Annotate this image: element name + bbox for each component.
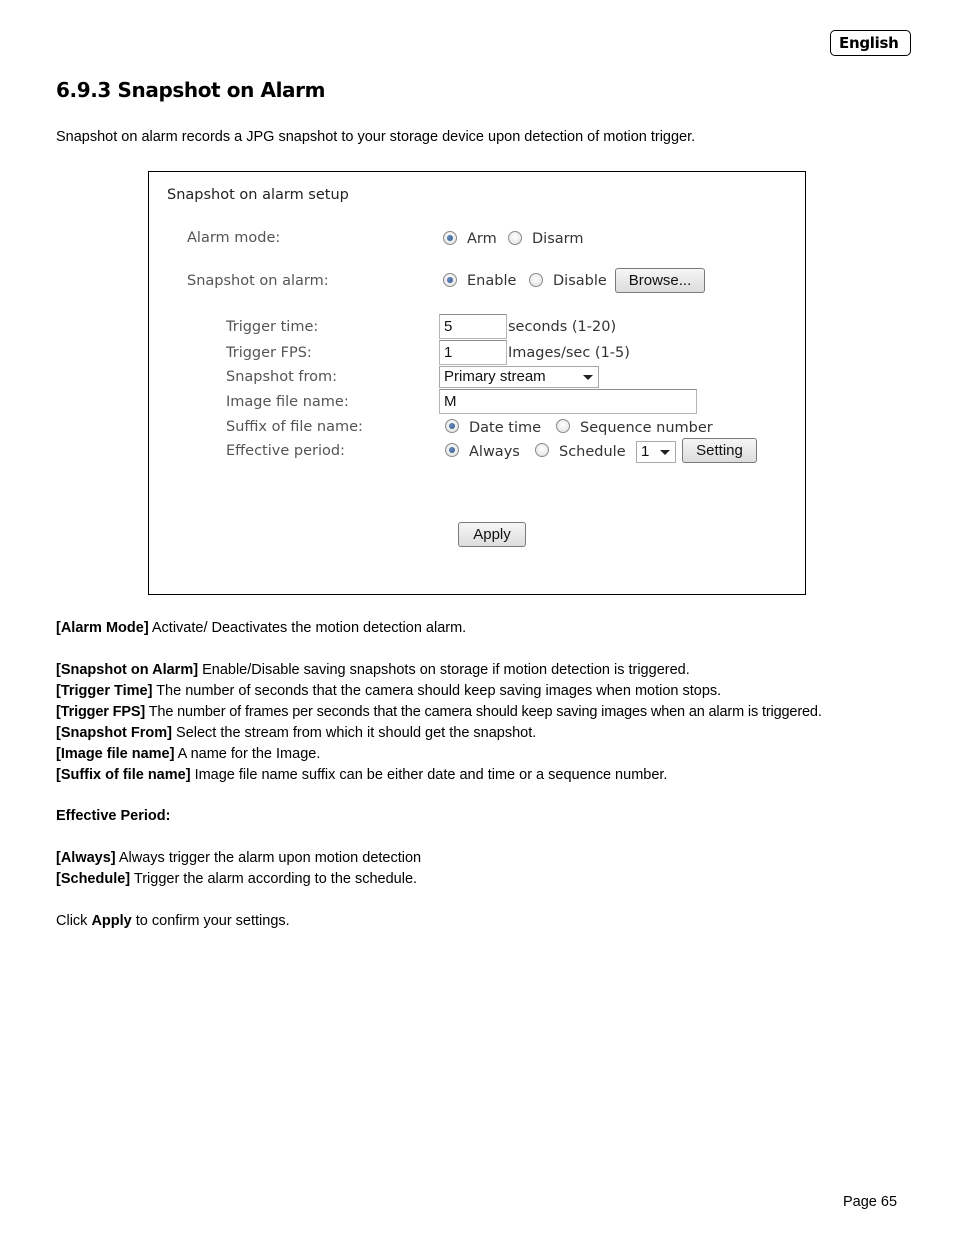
desc-term: [Image file name] [56, 746, 175, 762]
desc-click-apply [56, 913, 290, 929]
desc-text: Trigger the alarm according to the schedule. [130, 871, 418, 887]
snapshot-on-alarm-label: Snapshot on alarm: [187, 273, 329, 289]
apply-button[interactable]: Apply [458, 522, 526, 547]
alarm-mode-label: Alarm mode: [187, 230, 281, 246]
desc-text: Activate/ Deactivates the motion detection alarm. [148, 620, 467, 636]
desc-text: Enable/Disable saving snapshots on storage if motion detection is triggered. [198, 662, 690, 678]
always-radio[interactable] [445, 443, 459, 457]
trigger-fps-input[interactable]: 1 [439, 340, 507, 365]
desc-text: Click [56, 913, 92, 929]
image-file-name-label: Image file name: [226, 394, 349, 410]
snapshot-from-select[interactable] [439, 366, 599, 388]
panel-title: Snapshot on alarm setup [167, 187, 349, 203]
always-label: Always [469, 444, 520, 460]
snapshot-from-value: Primary stream [444, 368, 546, 385]
desc-term: [Trigger Time] [56, 683, 153, 699]
desc-snapshot-on-alarm [56, 662, 690, 678]
snapshot-from-label: Snapshot from: [226, 369, 338, 385]
date-time-label: Date time [469, 420, 542, 436]
desc-text: The number of seconds that the camera should keep saving images when motion stops. [152, 683, 722, 699]
desc-snapshot-from [56, 725, 536, 741]
setting-button[interactable]: Setting [682, 438, 757, 463]
trigger-time-input[interactable]: 5 [439, 314, 507, 339]
disable-label: Disable [553, 273, 607, 289]
schedule-select[interactable] [636, 441, 676, 463]
trigger-time-unit: seconds (1-20) [508, 319, 617, 335]
desc-trigger-time [56, 683, 721, 699]
trigger-time-label: Trigger time: [226, 319, 319, 335]
desc-text: Select the stream from which it should get the snapshot. [172, 725, 537, 741]
desc-text: The number of frames per seconds that the camera should keep saving images when an alarm is triggered. [145, 704, 822, 720]
schedule-value: 1 [641, 443, 650, 460]
arm-label: Arm [467, 231, 497, 247]
arm-radio[interactable] [443, 231, 457, 245]
disable-radio[interactable] [529, 273, 543, 287]
schedule-radio[interactable] [535, 443, 549, 457]
desc-text: Image file name suffix can be either date and time or a sequence number. [190, 767, 668, 783]
desc-term: [Trigger FPS] [56, 704, 146, 720]
desc-text: to confirm your settings. [131, 913, 290, 929]
sequence-number-label: Sequence number [580, 420, 713, 436]
section-heading: 6.9.3 Snapshot on Alarm [56, 78, 326, 102]
desc-suffix [56, 767, 667, 783]
page-number: Page 65 [843, 1194, 898, 1210]
language-badge: English [830, 30, 911, 56]
desc-image-file-name [56, 746, 320, 762]
browse-button[interactable]: Browse... [615, 268, 705, 293]
enable-label: Enable [467, 273, 517, 289]
effective-period-heading: Effective Period: [56, 808, 171, 824]
desc-term: [Alarm Mode] [56, 620, 149, 636]
image-file-name-input[interactable]: M [439, 389, 697, 414]
desc-term: [Suffix of file name] [56, 767, 191, 783]
chevron-down-icon [660, 450, 670, 455]
desc-text: A name for the Image. [174, 746, 321, 762]
disarm-label: Disarm [532, 231, 584, 247]
desc-trigger-fps [56, 704, 822, 720]
effective-period-label: Effective period: [226, 443, 345, 459]
desc-schedule [56, 871, 417, 887]
chevron-down-icon [583, 375, 593, 380]
disarm-radio[interactable] [508, 231, 522, 245]
desc-term: [Snapshot on Alarm] [56, 662, 199, 678]
desc-text: Always trigger the alarm upon motion detection [115, 850, 422, 866]
trigger-fps-unit: Images/sec (1-5) [508, 345, 630, 361]
sequence-number-radio[interactable] [556, 419, 570, 433]
enable-radio[interactable] [443, 273, 457, 287]
trigger-fps-label: Trigger FPS: [226, 345, 312, 361]
desc-always [56, 850, 421, 866]
date-time-radio[interactable] [445, 419, 459, 433]
intro-paragraph: Snapshot on alarm records a JPG snapshot to your storage device upon detection of motion trigger. [56, 129, 696, 145]
snapshot-setup-panel [148, 171, 806, 595]
desc-term: [Always] [56, 850, 116, 866]
desc-term: [Schedule] [56, 871, 131, 887]
schedule-label: Schedule [559, 444, 626, 460]
desc-alarm-mode [56, 620, 466, 636]
desc-term: Apply [91, 913, 132, 929]
desc-term: [Snapshot From] [56, 725, 172, 741]
suffix-label: Suffix of file name: [226, 419, 363, 435]
